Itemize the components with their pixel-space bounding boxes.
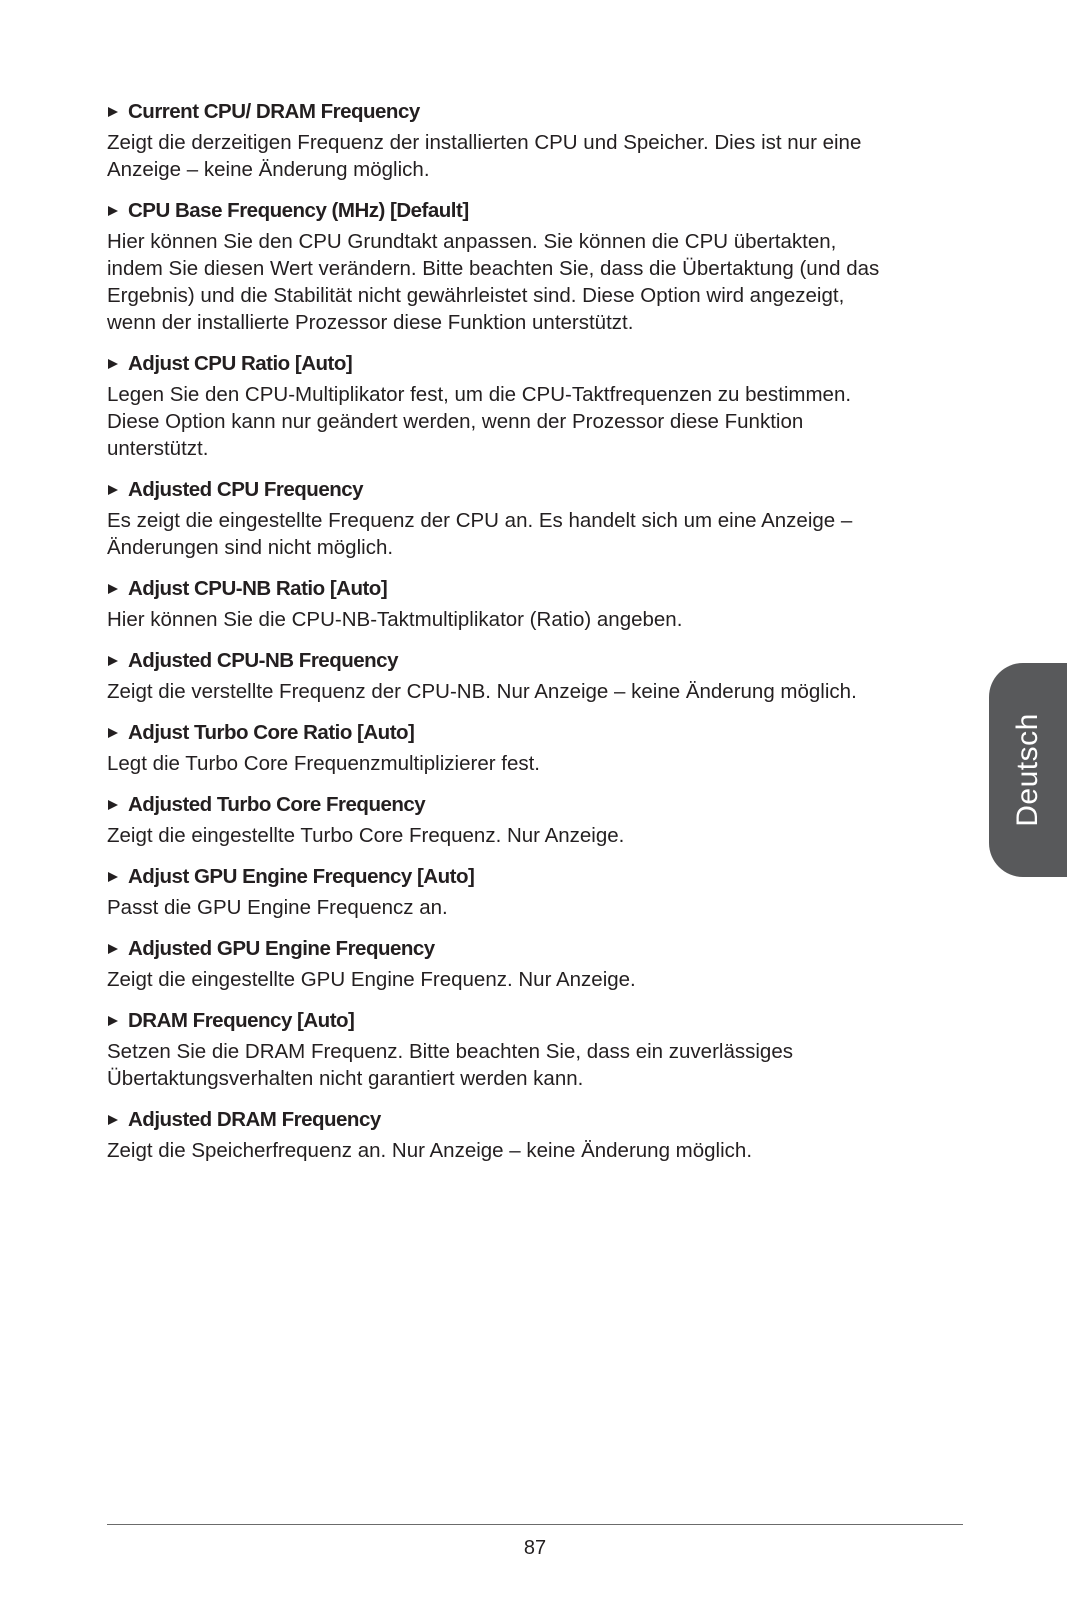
- triangle-bullet-icon: [108, 1016, 118, 1026]
- section-heading-text: Adjust GPU Engine Frequency [Auto]: [128, 865, 475, 888]
- language-tab-label: Deutsch: [1011, 713, 1044, 827]
- section-heading: [107, 935, 963, 963]
- bios-option-section: [107, 863, 963, 921]
- section-description: [107, 966, 963, 993]
- section-heading-text: Adjusted CPU-NB Frequency: [128, 649, 398, 672]
- section-description: [107, 750, 963, 777]
- section-heading: [107, 98, 963, 126]
- triangle-bullet-icon: [108, 359, 118, 369]
- triangle-bullet-icon: [108, 872, 118, 882]
- section-description: [107, 894, 963, 921]
- section-heading-text: Current CPU/ DRAM Frequency: [128, 100, 420, 123]
- section-heading: [107, 1106, 963, 1134]
- bios-option-section: [107, 791, 963, 849]
- bios-option-section: [107, 350, 963, 462]
- triangle-bullet-icon: [108, 584, 118, 594]
- description-line: indem Sie diesen Wert verändern. Bitte beachten Sie, dass die Übertaktung (und das: [107, 257, 880, 280]
- page-number: 87: [523, 1537, 547, 1559]
- triangle-bullet-icon: [108, 728, 118, 738]
- bios-option-section: [107, 1106, 963, 1164]
- section-heading-text: Adjusted GPU Engine Frequency: [128, 937, 435, 960]
- section-heading: [107, 647, 963, 675]
- section-description: [107, 381, 963, 462]
- section-heading-text: DRAM Frequency [Auto]: [128, 1009, 355, 1032]
- bios-option-section: [107, 647, 963, 705]
- description-line: Hier können Sie die CPU-NB-Taktmultiplikator (Ratio) angeben.: [107, 608, 683, 631]
- section-heading: [107, 791, 963, 819]
- page-content: [107, 98, 963, 1164]
- section-heading: [107, 476, 963, 504]
- description-line: wenn der installierte Prozessor diese Funktion unterstützt.: [107, 311, 634, 334]
- bios-option-section: [107, 476, 963, 561]
- description-line: Zeigt die derzeitigen Frequenz der installierten CPU und Speicher. Dies ist nur eine: [107, 131, 862, 154]
- section-description: [107, 822, 963, 849]
- description-line: Hier können Sie den CPU Grundtakt anpassen. Sie können die CPU übertakten,: [107, 230, 837, 253]
- section-heading: [107, 575, 963, 603]
- triangle-bullet-icon: [108, 656, 118, 666]
- section-description: [107, 1038, 963, 1092]
- triangle-bullet-icon: [108, 107, 118, 117]
- bios-option-section: [107, 575, 963, 633]
- description-line: Passt die GPU Engine Frequencz an.: [107, 896, 448, 919]
- bios-option-section: [107, 197, 963, 336]
- section-heading-text: Adjust Turbo Core Ratio [Auto]: [128, 721, 415, 744]
- description-line: Zeigt die Speicherfrequenz an. Nur Anzeige – keine Änderung möglich.: [107, 1139, 753, 1162]
- bios-option-section: [107, 719, 963, 777]
- triangle-bullet-icon: [108, 485, 118, 495]
- section-description: [107, 507, 963, 561]
- section-description: [107, 606, 963, 633]
- bios-option-section: [107, 98, 963, 183]
- section-heading-text: Adjusted CPU Frequency: [128, 478, 364, 501]
- description-line: Diese Option kann nur geändert werden, wenn der Prozessor diese Funktion: [107, 410, 804, 433]
- footer-rule: [107, 1524, 963, 1525]
- description-line: Anzeige – keine Änderung möglich.: [107, 158, 430, 181]
- description-line: Änderungen sind nicht möglich.: [107, 536, 394, 559]
- description-line: unterstützt.: [107, 437, 209, 460]
- section-heading: [107, 719, 963, 747]
- section-heading: [107, 350, 963, 378]
- bios-option-section: [107, 935, 963, 993]
- description-line: Setzen Sie die DRAM Frequenz. Bitte beachten Sie, dass ein zuverlässiges: [107, 1040, 793, 1063]
- section-description: [107, 228, 963, 336]
- description-line: Zeigt die eingestellte GPU Engine Frequenz. Nur Anzeige.: [107, 968, 636, 991]
- section-description: [107, 1137, 963, 1164]
- description-line: Zeigt die verstellte Frequenz der CPU-NB. Nur Anzeige – keine Änderung möglich.: [107, 680, 857, 703]
- triangle-bullet-icon: [108, 206, 118, 216]
- section-heading-text: CPU Base Frequency (MHz) [Default]: [128, 199, 469, 222]
- section-description: [107, 678, 963, 705]
- section-heading-text: Adjust CPU Ratio [Auto]: [128, 352, 353, 375]
- section-heading: [107, 197, 963, 225]
- triangle-bullet-icon: [108, 944, 118, 954]
- triangle-bullet-icon: [108, 1115, 118, 1125]
- section-heading: [107, 1007, 963, 1035]
- description-line: Legen Sie den CPU-Multiplikator fest, um die CPU-Taktfrequenzen zu bestimmen.: [107, 383, 852, 406]
- section-description: [107, 129, 963, 183]
- section-heading-text: Adjust CPU-NB Ratio [Auto]: [128, 577, 388, 600]
- section-heading: [107, 863, 963, 891]
- section-heading-text: Adjusted Turbo Core Frequency: [128, 793, 426, 816]
- language-tab: [989, 663, 1067, 877]
- section-heading-text: Adjusted DRAM Frequency: [128, 1108, 381, 1131]
- description-line: Übertaktungsverhalten nicht garantiert werden kann.: [107, 1067, 584, 1090]
- description-line: Zeigt die eingestellte Turbo Core Frequenz. Nur Anzeige.: [107, 824, 625, 847]
- triangle-bullet-icon: [108, 800, 118, 810]
- description-line: Legt die Turbo Core Frequenzmultiplizierer fest.: [107, 752, 540, 775]
- description-line: Es zeigt die eingestellte Frequenz der CPU an. Es handelt sich um eine Anzeige –: [107, 509, 853, 532]
- bios-option-section: [107, 1007, 963, 1092]
- description-line: Ergebnis) und die Stabilität nicht gewährleistet sind. Diese Option wird angezeigt,: [107, 284, 845, 307]
